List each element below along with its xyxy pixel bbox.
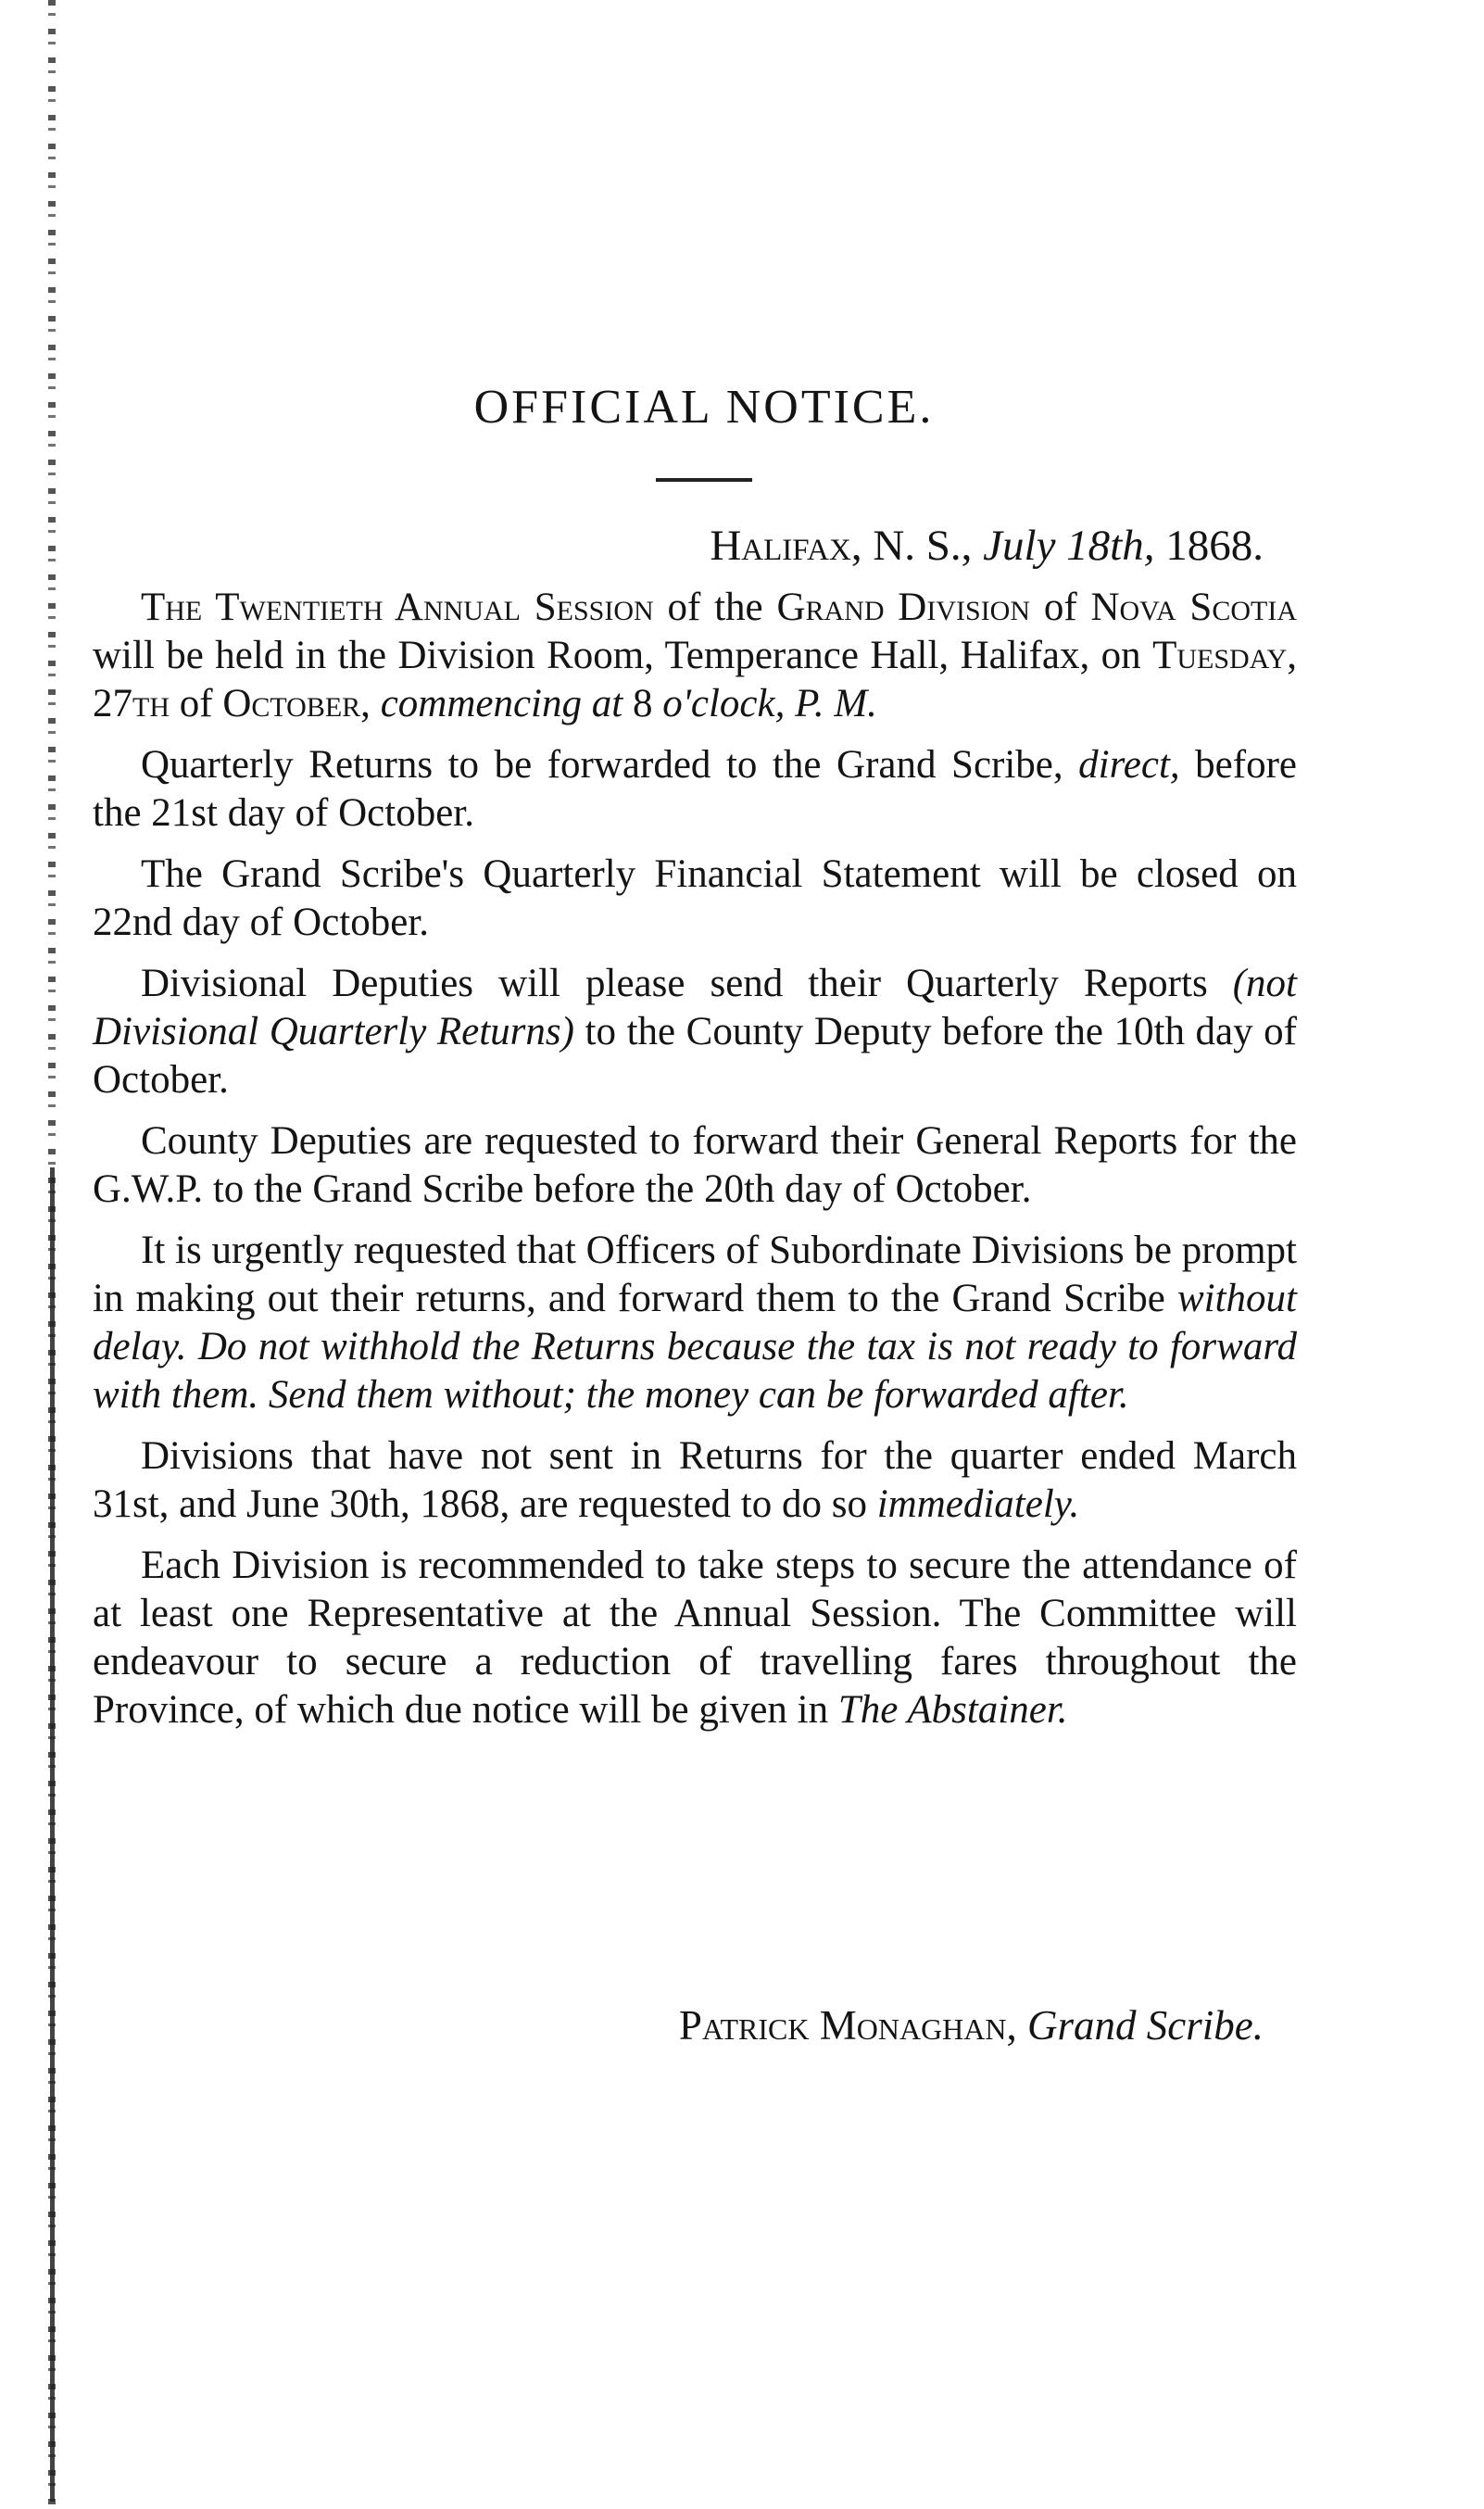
dateline <box>710 521 1264 571</box>
p8-a: Each Division is recommended to take steps to secure the attendance of at least one Representative at the Annual Session. The Committee will endeavour to secure a reduction of travelling fares throughout the Province, of which due notice will be given in <box>93 1544 1297 1732</box>
p2-b: direct, <box>1063 743 1180 787</box>
paragraph-urgent-request <box>93 1227 1297 1419</box>
paragraph-county-deputies <box>93 1117 1297 1214</box>
p1-f: will be held in the Division Room, Temperance Hall, Halifax, on <box>93 634 1153 677</box>
p7-b: immediately. <box>876 1482 1080 1526</box>
p2-a: Quarterly Returns to be forwarded to the Grand Scribe, <box>141 743 1063 787</box>
paragraph-divisional-deputies <box>93 960 1297 1104</box>
paragraph-quarterly-returns <box>93 741 1297 838</box>
dateline-place: Halifax, N. S., <box>710 522 973 570</box>
title-divider <box>656 478 752 482</box>
p4-a: Divisional Deputies will please send their Quarterly Reports <box>141 962 1233 1005</box>
paragraph-representative-attendance <box>93 1542 1297 1734</box>
dateline-year: 1868. <box>1165 522 1264 570</box>
p5-a: County Deputies are requested to forward their General Reports for the G.W.P. to the Grand Scribe before the 20th day of October. <box>93 1119 1297 1211</box>
dateline-month-day: July 18th, <box>983 522 1155 570</box>
p1-h: of <box>170 682 223 725</box>
paragraph-session-announcement <box>93 584 1297 728</box>
p6-b: without delay. Do not withhold the Returns because the tax is not ready to forward with them. Send them without; the money can be forwarded after. <box>93 1277 1297 1417</box>
signature-role: Grand Scribe. <box>1027 2002 1264 2049</box>
p1-k: 8 <box>623 682 663 725</box>
p4-c: to the County Deputy before the 10th day of October. <box>93 1010 1297 1102</box>
p8-b: The Abstainer. <box>837 1688 1068 1732</box>
p3-a: The Grand Scribe's Quarterly Financial Statement will be closed on 22nd day of October. <box>93 852 1297 944</box>
p1-l: o'clock, P. M. <box>662 682 877 725</box>
p2-c: before the 21st day of October. <box>93 743 1297 835</box>
notice-body <box>93 584 1297 1747</box>
p1-e: Nova Scotia <box>1090 586 1297 629</box>
page-binding-edge <box>50 1167 55 2502</box>
paragraph-overdue-returns <box>93 1432 1297 1529</box>
notice-page <box>93 0 1315 2509</box>
p1-i: October, <box>222 682 371 725</box>
p1-g: Tuesday, 27th <box>93 634 1297 725</box>
p1-c: Grand Division <box>776 586 1031 629</box>
p7-a: Divisions that have not sent in Returns for the quarter ended March 31st, and June 30th, 1868, are requested to do so <box>93 1434 1297 1526</box>
notice-title: OFFICIAL NOTICE. <box>473 381 935 434</box>
signature <box>679 2001 1264 2049</box>
p1-b: of the <box>653 586 777 629</box>
p1-j: commencing at <box>370 682 623 725</box>
p4-b: (not Divisional Quarterly Returns) <box>93 962 1297 1053</box>
p1-a: The Twentieth Annual Session <box>141 586 654 629</box>
signature-name: Patrick Monaghan, <box>678 2002 1017 2049</box>
paragraph-financial-statement <box>93 851 1297 947</box>
p1-d: of <box>1030 586 1091 629</box>
p6-a: It is urgently requested that Officers of Subordinate Divisions be prompt in making out their returns, and forward them to the Grand Scribe <box>93 1229 1297 1320</box>
